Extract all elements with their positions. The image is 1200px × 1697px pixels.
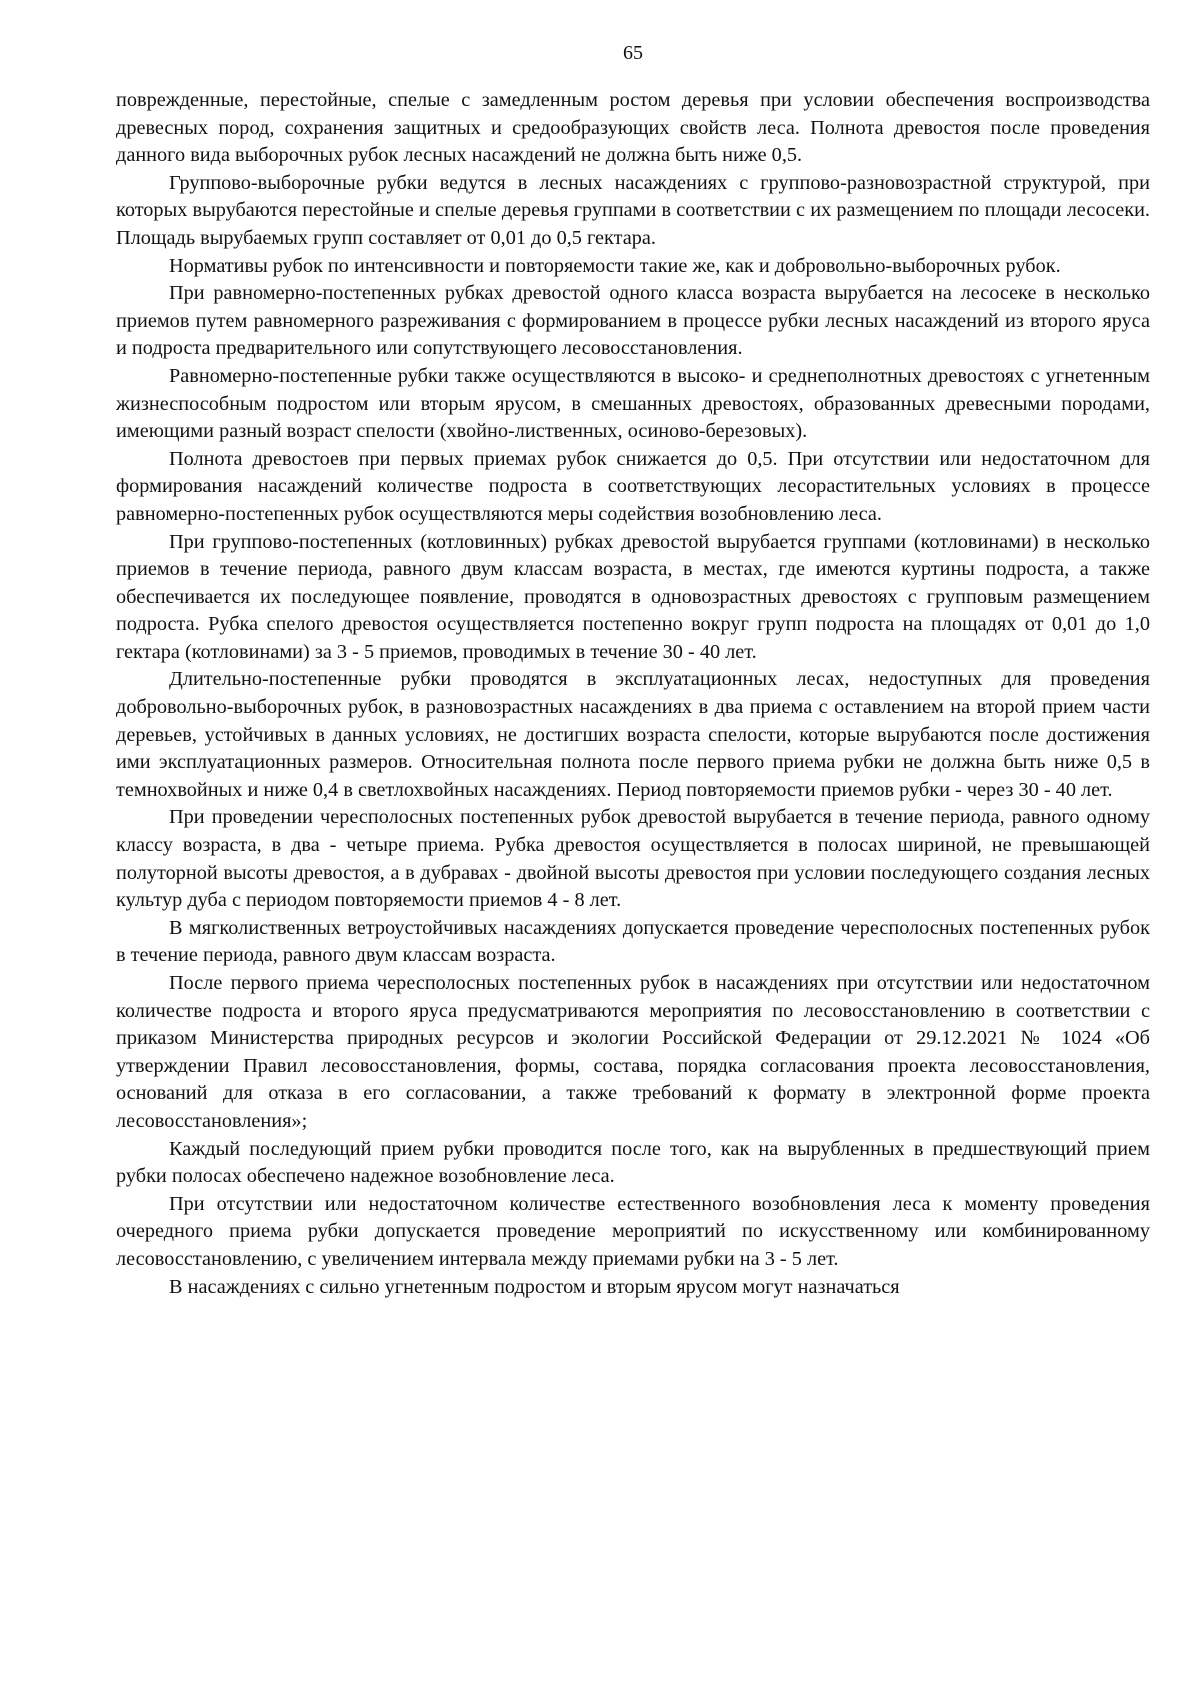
- body-text: [116, 87, 1150, 1301]
- paragraph: В мягколиственных ветроустойчивых насаждениях допускается проведение чересполосных постепенных рубок в течение периода, равного двум классам возраста.: [116, 916, 1150, 967]
- paragraph: В насаждениях с сильно угнетенным подростом и вторым ярусом могут назначаться: [169, 1275, 900, 1298]
- paragraph: Нормативы рубок по интенсивности и повторяемости такие же, как и добровольно-выборочных рубок.: [169, 254, 1061, 277]
- paragraph: При группово-постепенных (котловинных) рубках древостой вырубается группами (котловинами) в несколько приемов в течение периода, равного двум классам возраста, в местах, где имеются куртины подроста, а также обеспечивается их последующее появление, проводятся в одновозрастных древостоях с групповым размещением подроста. Рубка спелого древостоя осуществляется постепенно вокруг групп подроста на площадях от 0,01 до 1,0 гектара (котловинами) за 3 - 5 приемов, проводимых в течение 30 - 40 лет.: [116, 530, 1150, 663]
- paragraph: При отсутствии или недостаточном количестве естественного возобновления леса к моменту проведения очередного приема рубки допускается проведение мероприятий по искусственному или комбинированному лесовосстановлению, с увеличением интервала между приемами рубки на 3 - 5 лет.: [116, 1192, 1150, 1270]
- paragraph: Каждый последующий прием рубки проводится после того, как на вырубленных в предшествующий прием рубки полосах обеспечено надежное возобновление леса.: [116, 1137, 1150, 1188]
- paragraph: При проведении чересполосных постепенных рубок древостой вырубается в течение периода, равного одному классу возраста, в два - четыре приема. Рубка древостоя осуществляется в полосах шириной, не превышающей полуторной высоты древостоя, а в дубравах - двойной высоты древостоя при условии последующего создания лесных культур дуба с периодом повторяемости приемов 4 - 8 лет.: [116, 806, 1150, 912]
- paragraph: Полнота древостоев при первых приемах рубок снижается до 0,5. При отсутствии или недостаточном для формирования насаждений количестве подроста в соответствующих лесорастительных условиях в процессе равномерно-постепенных рубок осуществляются меры содействия возобновлению леса.: [116, 447, 1150, 525]
- paragraph: Группово-выборочные рубки ведутся в лесных насаждениях с группово-разновозрастной структурой, при которых вырубаются перестойные и спелые деревья группами в соответствии с их размещением по площади лесосеки. Площадь вырубаемых групп составляет от 0,01 до 0,5 гектара.: [116, 171, 1150, 249]
- page-number: 65: [623, 42, 643, 64]
- paragraph: После первого приема чересполосных постепенных рубок в насаждениях при отсутствии или недостаточном количестве подроста и второго яруса предусматриваются мероприятия по лесовосстановлению в соответствии с приказом Министерства природных ресурсов и экологии Российской Федерации от 29.12.2021 № 1024 «Об утверждении Правил лесовосстановления, формы, состава, порядка согласования проекта лесовосстановления, оснований для отказа в его согласовании, а также требований к формату в электронной форме проекта лесовосстановления»;: [116, 972, 1150, 1132]
- paragraph: Длительно-постепенные рубки проводятся в эксплуатационных лесах, недоступных для проведения добровольно-выборочных рубок, в разновозрастных насаждениях в два приема с оставлением на второй прием части деревьев, устойчивых в данных условиях, не достигших возраста спелости, которые вырубаются после достижения ими эксплуатационных размеров. Относительная полнота после первого приема рубки не должна быть ниже 0,5 в темнохвойных и ниже 0,4 в светлохвойных насаждениях. Период повторяемости приемов рубки - через 30 - 40 лет.: [116, 668, 1150, 801]
- paragraph: поврежденные, перестойные, спелые с замедленным ростом деревья при условии обеспечения воспроизводства древесных пород, сохранения защитных и средообразующих свойств леса. Полнота древостоя после проведения данного вида выборочных рубок лесных насаждений не должна быть ниже 0,5.: [116, 89, 1150, 167]
- paragraph: При равномерно-постепенных рубках древостой одного класса возраста вырубается на лесосеке в несколько приемов путем равномерного разреживания с формированием в процессе рубки лесных насаждений из второго яруса и подроста предварительного или сопутствующего лесовосстановления.: [116, 282, 1150, 360]
- paragraph: Равномерно-постепенные рубки также осуществляются в высоко- и среднеполнотных древостоях с угнетенным жизнеспособным подростом или вторым ярусом, в смешанных древостоях, образованных древесными породами, имеющими разный возраст спелости (хвойно-лиственных, осиново-березовых).: [116, 364, 1150, 443]
